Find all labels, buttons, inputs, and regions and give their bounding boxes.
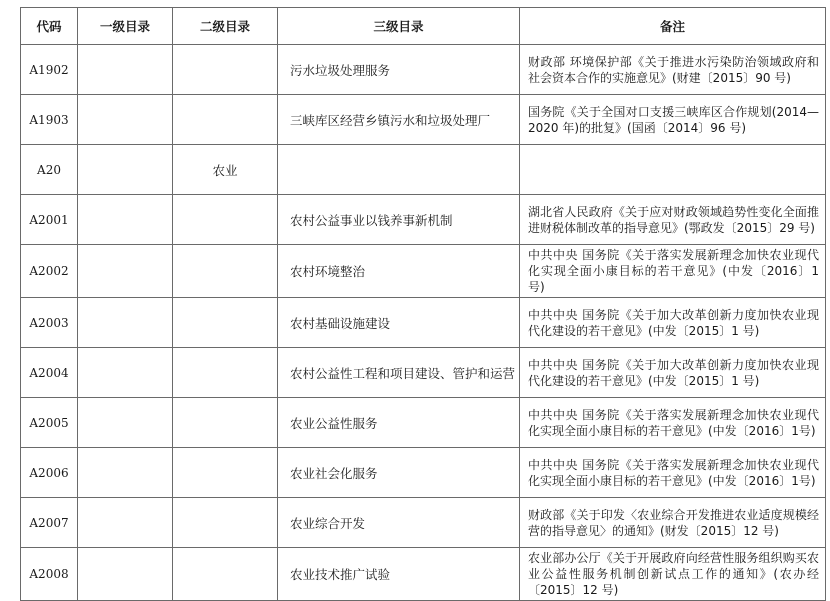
cell-code: A2002 (21, 245, 78, 298)
cell-code: A20 (21, 145, 78, 195)
table-row (21, 95, 826, 145)
cell-note: 中共中央 国务院《关于落实发展新理念加快农业现代化实现全面小康目标的若干意见》(中发〔2016〕1号) (520, 398, 826, 448)
cell-level3: 农村公益性工程和项目建设、管护和运营 (278, 348, 520, 398)
cell-note: 农业部办公厅《关于开展政府向经营性服务组织购买农业公益性服务机制创新试点工作的通知》(农办经〔2015〕12 号) (520, 548, 826, 601)
cell-note: 中共中央 国务院《关于落实发展新理念加快农业现代化实现全面小康目标的若干意见》(中发〔2016〕1号) (520, 448, 826, 498)
cell-code: A1903 (21, 95, 78, 145)
cell-note (520, 145, 826, 195)
cell-level2 (173, 548, 278, 601)
cell-level1 (78, 548, 173, 601)
cell-level3: 农业综合开发 (278, 498, 520, 548)
cell-level1 (78, 298, 173, 348)
cell-code: A2004 (21, 348, 78, 398)
cell-level1 (78, 348, 173, 398)
cell-note: 湖北省人民政府《关于应对财政领域趋势性变化全面推进财税体制改革的指导意见》(鄂政发〔2015〕29 号) (520, 195, 826, 245)
cell-level1 (78, 195, 173, 245)
header-level1: 一级目录 (78, 8, 173, 45)
cell-level1 (78, 245, 173, 298)
cell-code: A2001 (21, 195, 78, 245)
header-note: 备注 (520, 8, 826, 45)
cell-level2 (173, 398, 278, 448)
cell-level3: 污水垃圾处理服务 (278, 45, 520, 95)
catalog-table (20, 7, 826, 601)
cell-level1 (78, 45, 173, 95)
cell-note: 国务院《关于全国对口支援三峡库区合作规划(2014—2020 年)的批复》(国函〔2014〕96 号) (520, 95, 826, 145)
cell-level3: 农村环境整治 (278, 245, 520, 298)
cell-level3: 农业公益性服务 (278, 398, 520, 448)
cell-level3: 三峡库区经营乡镇污水和垃圾处理厂 (278, 95, 520, 145)
cell-code: A2003 (21, 298, 78, 348)
cell-level2: 农业 (173, 145, 278, 195)
cell-level1 (78, 448, 173, 498)
cell-note: 财政部《关于印发〈农业综合开发推进农业适度规模经营的指导意见〉的通知》(财发〔2015〕12 号) (520, 498, 826, 548)
cell-level1 (78, 498, 173, 548)
table-row (21, 298, 826, 348)
cell-level2 (173, 448, 278, 498)
cell-level1 (78, 95, 173, 145)
table-row (21, 498, 826, 548)
cell-level2 (173, 95, 278, 145)
cell-code: A2005 (21, 398, 78, 448)
header-row (21, 8, 826, 45)
cell-level2 (173, 298, 278, 348)
table-row (21, 398, 826, 448)
header-level3: 三级目录 (278, 8, 520, 45)
cell-level1 (78, 145, 173, 195)
cell-level2 (173, 45, 278, 95)
cell-level1 (78, 398, 173, 448)
header-code: 代码 (21, 8, 78, 45)
cell-code: A2006 (21, 448, 78, 498)
cell-level3: 农业社会化服务 (278, 448, 520, 498)
cell-note: 中共中央 国务院《关于加大改革创新力度加快农业现代化建设的若干意见》(中发〔2015〕1 号) (520, 348, 826, 398)
cell-level3: 农业技术推广试验 (278, 548, 520, 601)
cell-note: 财政部 环境保护部《关于推进水污染防治领域政府和社会资本合作的实施意见》(财建〔2015〕90 号) (520, 45, 826, 95)
cell-code: A2008 (21, 548, 78, 601)
table-row (21, 348, 826, 398)
cell-level2 (173, 498, 278, 548)
header-level2: 二级目录 (173, 8, 278, 45)
cell-note: 中共中央 国务院《关于加大改革创新力度加快农业现代化建设的若干意见》(中发〔2015〕1 号) (520, 298, 826, 348)
table-row (21, 245, 826, 298)
cell-code: A1902 (21, 45, 78, 95)
table-row (21, 145, 826, 195)
cell-note: 中共中央 国务院《关于落实发展新理念加快农业现代化实现全面小康目标的若干意见》(中发〔2016〕1 号) (520, 245, 826, 298)
cell-level2 (173, 195, 278, 245)
cell-code: A2007 (21, 498, 78, 548)
table-row (21, 45, 826, 95)
table-row (21, 195, 826, 245)
cell-level3: 农村基础设施建设 (278, 298, 520, 348)
table-row (21, 548, 826, 601)
cell-level3 (278, 145, 520, 195)
cell-level3: 农村公益事业以钱养事新机制 (278, 195, 520, 245)
cell-level2 (173, 348, 278, 398)
table-row (21, 448, 826, 498)
cell-level2 (173, 245, 278, 298)
